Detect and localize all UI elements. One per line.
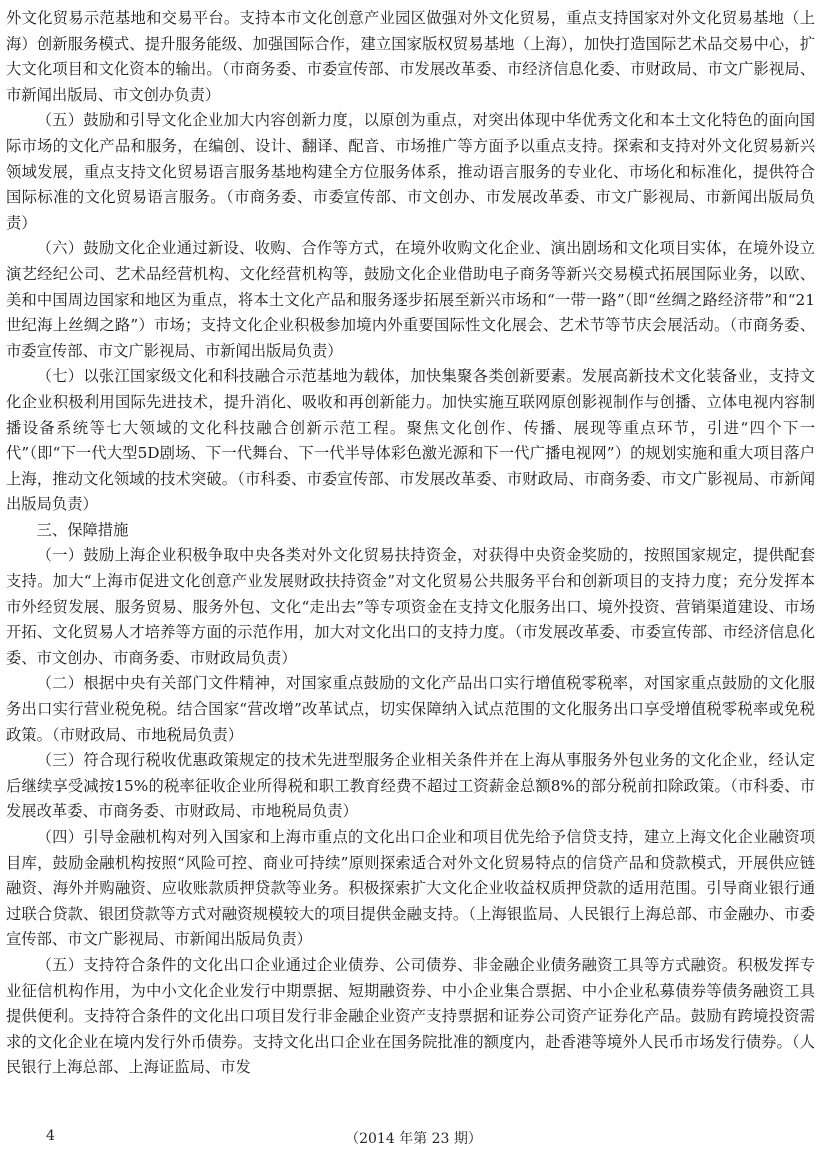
- page-footer: [0, 1128, 827, 1152]
- paragraph-item-7: （七）以张江国家级文化和科技融合示范基地为载体，加快集聚各类创新要素。发展高新技术文化装备业，支持文化企业积极利用国际先进技术，提升消化、吸收和再创新能力。加快实施互联网原创影视制作与创播、立体电视内容制播设备系统等七大领域的文化科技融合创新示范工程。聚焦文化创作、传播、展现等重点环节，引进“四个下一代”（即“下一代大型5D剧场、下一代舞台、下一代半导体彩色激光源和下一代广播电视网”）的规划实施和重大项目落户上海，推动文化领域的技术突破。（市科委、市委宣传部、市发展改革委、市财政局、市商务委、市文广影视局、市新闻出版局负责）: [6, 367, 815, 514]
- paragraph-item-6: （六）鼓励文化企业通过新设、收购、合作等方式，在境外收购文化企业、演出剧场和文化项目实体，在境外设立演艺经纪公司、艺术品经营机构、文化经营机构等，鼓励文化企业借助电子商务等新兴交易模式拓展国际业务，以欧、美和中国周边国家和地区为重点，将本土文化产品和服务逐步拓展至新兴市场和“一带一路”（即“丝绸之路经济带”和“21世纪海上丝绸之路”）市场；支持文化企业积极参加境内外重要国际性文化展会、艺术节等节庆会展活动。（市商务委、市委宣传部、市文广影视局、市新闻出版局负责）: [6, 239, 815, 360]
- paragraph-continuation: 外文化贸易示范基地和交易平台。支持本市文化创意产业园区做强对外文化贸易，重点支持国家对外文化贸易基地（上海）创新服务模式、提升服务能级、加强国际合作，建立国家版权贸易基地（上海），加快打造国际艺术品交易中心，扩大文化项目和文化资本的输出。（市商务委、市委宣传部、市发展改革委、市经济信息化委、市财政局、市文广影视局、市新闻出版局、市文创办负责）: [6, 9, 815, 104]
- paragraph-measure-1: （一）鼓励上海企业积极争取中央各类对外文化贸易扶持资金，对获得中央资金奖励的，按照国家规定，提供配套支持。加大“上海市促进文化创意产业发展财政扶持资金”对文化贸易公共服务平台和创新项目的支持力度；充分发挥本市外经贸发展、服务贸易、服务外包、文化“走出去”等专项资金在支持文化服务出口、境外投资、营销渠道建设、市场开拓、文化贸易人才培养等方面的示范作用，加大对文化出口的支持力度。（市发展改革委、市委宣传部、市经济信息化委、市文创办、市商务委、市财政局负责）: [6, 546, 815, 667]
- paragraph-item-5: （五）鼓励和引导文化企业加大内容创新力度，以原创为重点，对突出体现中华优秀文化和本土文化特色的面向国际市场的文化产品和服务，在编创、设计、翻译、配音、市场推广等方面予以重点支持。探索和支持对外文化贸易新兴领域发展，重点支持文化贸易语言服务基地构建全方位服务体系，推动语言服务的专业化、市场化和标准化，提供符合国际标准的文化贸易语言服务。（市商务委、市委宣传部、市文创办、市发展改革委、市文广影视局、市新闻出版局负责）: [6, 111, 815, 232]
- section-heading: 三、保障措施: [36, 520, 129, 539]
- paragraph-measure-5: （五）支持符合条件的文化出口企业通过企业债券、公司债券、非金融企业债务融资工具等方式融资。积极发挥专业征信机构作用，为中小文化企业发行中期票据、短期融资券、中小企业集合票据、中小企业私募债券等债务融资工具提供便利。支持符合条件的文化出口项目发行非金融企业资产支持票据和证券公司资产证券化产品。鼓励有跨境投资需求的文化企业在境内发行外币债券。支持文化出口企业在国务院批准的额度内，赴香港等境外人民币市场发行债券。（人民银行上海总部、上海证监局、市发: [6, 955, 815, 1077]
- paragraph-measure-3: （三）符合现行税收优惠政策规定的技术先进型服务企业相关条件并在上海从事服务外包业务的文化企业，经认定后继续享受减按15%的税率征收企业所得税和职工教育经费不超过工资薪金总额8%的部分税前扣除政策。（市科委、市发展改革委、市商务委、市财政局、市地税局负责）: [6, 751, 815, 821]
- issue-label: （2014 年第 23 期）: [345, 1131, 482, 1147]
- page-number: 4: [46, 1128, 55, 1144]
- paragraph-measure-2: （二）根据中央有关部门文件精神，对国家重点鼓励的文化产品出口实行增值税零税率，对国家重点鼓励的文化服务出口实行营业税免税。结合国家“营改增”改革试点，切实保障纳入试点范围的文化服务出口享受增值税零税率或免税政策。（市财政局、市地税局负责）: [6, 674, 815, 744]
- paragraph-measure-4: （四）引导金融机构对列入国家和上海市重点的文化出口企业和项目优先给予信贷支持，建立上海文化企业融资项目库，鼓励金融机构按照“风险可控、商业可持续”原则探索适合对外文化贸易特点的信贷产品和贷款模式，开展供应链融资、海外并购融资、应收账款质押贷款等业务。积极探索扩大文化企业收益权质押贷款的适用范围。引导商业银行通过联合贷款、银团贷款等方式对融资规模较大的项目提供金融支持。（上海银监局、人民银行上海总部、市金融办、市委宣传部、市文广影视局、市新闻出版局负责）: [6, 828, 815, 949]
